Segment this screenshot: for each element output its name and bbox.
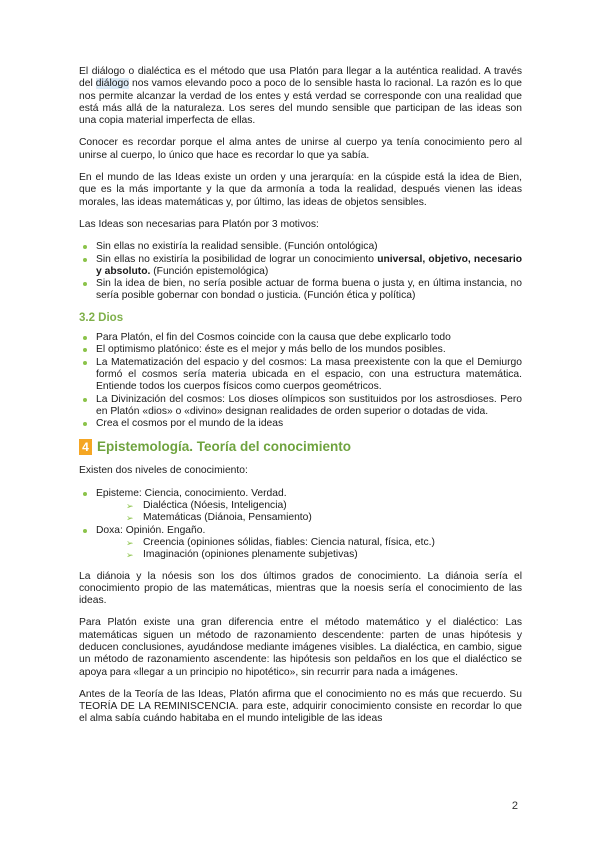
list-item: Sin la idea de bien, no sería posible actuar de forma buena o justa y, en última instancia, no sería posible gobernar con bondad o justicia. (Función ética y política) bbox=[79, 278, 522, 303]
paragraph-metodo: Para Platón existe una gran diferencia entre el método matemático y el dialéctico: Las matemáticas siguen un método de razonamiento descendente: parten de unas hipótesis y deducen conclusiones, ayudándose mediante imágenes visibles. La dialéctica, en cambio, sigue un método de razonamiento ascendente: las hipótesis son peldaños en los que el dialéctico se apoya para «llegar a un principio no hipotético», sin recurrir para nada a imágenes. bbox=[79, 617, 522, 678]
bold-text: universal, objetivo, necesario y absoluto. bbox=[96, 253, 523, 277]
paragraph-niveles: Existen dos niveles de conocimiento: bbox=[79, 465, 248, 477]
list-item: Para Platón, el fin del Cosmos coincide con la causa que debe explicarlo todo bbox=[79, 332, 522, 344]
episteme-sublist bbox=[96, 500, 522, 525]
paragraph-motivos-intro: Las Ideas son necesarias para Platón por 3 motivos: bbox=[79, 218, 319, 230]
list-item: Crea el cosmos por el mundo de la ideas bbox=[79, 418, 522, 430]
doxa-sublist bbox=[96, 537, 522, 562]
paragraph-jerarquia: En el mundo de las Ideas existe un orden y una jerarquía: en la cúspide está la idea de Bien, que es la más importante y la que da armonía a toda la realidad, después vienen las ideas morales, las ideas matemáticas y, por último, las ideas de objetos sensibles. bbox=[79, 172, 522, 208]
page-number: 2 bbox=[511, 800, 518, 812]
list-item: La Divinización del cosmos: Los dioses olímpicos son sustituidos por los astrosdioses. Pero en Platón «dios» o «divino» designan realidades de orden superior o dotadas de vida. bbox=[79, 394, 522, 419]
text-run: Doxa: Opinión. Engaño. bbox=[96, 524, 206, 536]
highlighted-word: diálogo bbox=[95, 78, 129, 90]
list-item: El optimismo platónico: éste es el mejor y más bello de los mundos posibles. bbox=[79, 344, 522, 356]
text-run: Episteme: Ciencia, conocimiento. Verdad. bbox=[96, 487, 287, 499]
list-item-doxa bbox=[79, 525, 522, 562]
paragraph-dialectica bbox=[79, 66, 522, 127]
paragraph-dianoia: La diánoia y la nóesis son los dos últimos grados de conocimiento. La diánoia sería el conocimiento propio de las matemáticas, mientras que la noesis sería el conocimiento de las ideas. bbox=[79, 570, 522, 607]
paragraph-conocer: Conocer es recordar porque el alma antes de unirse al cuerpo ya tenía conocimiento pero al unirse al cuerpo, lo único que hace es recordar lo que ya sabía. bbox=[79, 137, 522, 161]
heading-epistemologia bbox=[79, 439, 522, 455]
text-run: (Función epistemológica) bbox=[150, 265, 269, 277]
sublist-item bbox=[126, 512, 522, 524]
sublist-item bbox=[126, 537, 522, 549]
list-item: Sin ellas no existiría la realidad sensible. (Función ontológica) bbox=[79, 241, 522, 253]
list-item: La Matematización del espacio y del cosmos: La masa preexistente con la que el Demiurgo formó el cosmos sería materia ubicada en el espacio, con una estructura matemática. Entiende todos los cuerpos físicos como cuerpos geométricos. bbox=[79, 357, 522, 394]
niveles-list bbox=[79, 488, 522, 562]
sublist-item bbox=[126, 500, 522, 512]
dios-list bbox=[79, 332, 522, 430]
text-run: El diálogo o dialéctica es el método que usa Platón para llegar a la auténtica realidad. A través del bbox=[79, 66, 522, 90]
arrow-bullet-icon: ➢ bbox=[126, 537, 134, 548]
list-item bbox=[79, 254, 522, 279]
text-run: Imaginación (opiniones plenamente subjetivas) bbox=[143, 549, 358, 561]
text-run: Creencia (opiniones sólidas, fiables: Ciencia natural, física, etc.) bbox=[143, 536, 435, 548]
text-run: Matemáticas (Diánoia, Pensamiento) bbox=[143, 512, 312, 524]
list-item-episteme bbox=[79, 488, 522, 525]
paragraph-reminiscencia: Antes de la Teoría de las Ideas, Platón afirma que el conocimiento no es más que recuerdo. Su TEORÍA DE LA REMINISCENCIA. para este, adquirir conocimiento consiste en recordar lo que el alma sabía cuándo habitaba en el mundo inteligible de las ideas bbox=[79, 688, 522, 725]
motivos-list bbox=[79, 241, 522, 302]
sublist-item bbox=[126, 549, 522, 561]
section-title: Epistemología. Teoría del conocimiento bbox=[97, 439, 352, 455]
section-number-badge: 4 bbox=[79, 439, 92, 455]
document-body bbox=[79, 66, 522, 736]
arrow-bullet-icon: ➢ bbox=[126, 501, 134, 512]
heading-dios: 3.2 Dios bbox=[79, 311, 124, 324]
text-run: Sin ellas no existiría la posibilidad de lograr un conocimiento bbox=[96, 253, 378, 265]
text-run: nos vamos elevando poco a poco de lo sensible hasta lo racional. La razón es lo que nos permite alcanzar la verdad de los entes y está verdad se corresponde con una realidad que está más allá de la naturaleza. Los seres del mundo sensible que participan de las ideas son una copia material imperfecta de ellas. bbox=[79, 78, 522, 127]
text-run: Dialéctica (Nóesis, Inteligencia) bbox=[143, 500, 287, 512]
arrow-bullet-icon: ➢ bbox=[126, 550, 134, 561]
arrow-bullet-icon: ➢ bbox=[126, 513, 134, 524]
